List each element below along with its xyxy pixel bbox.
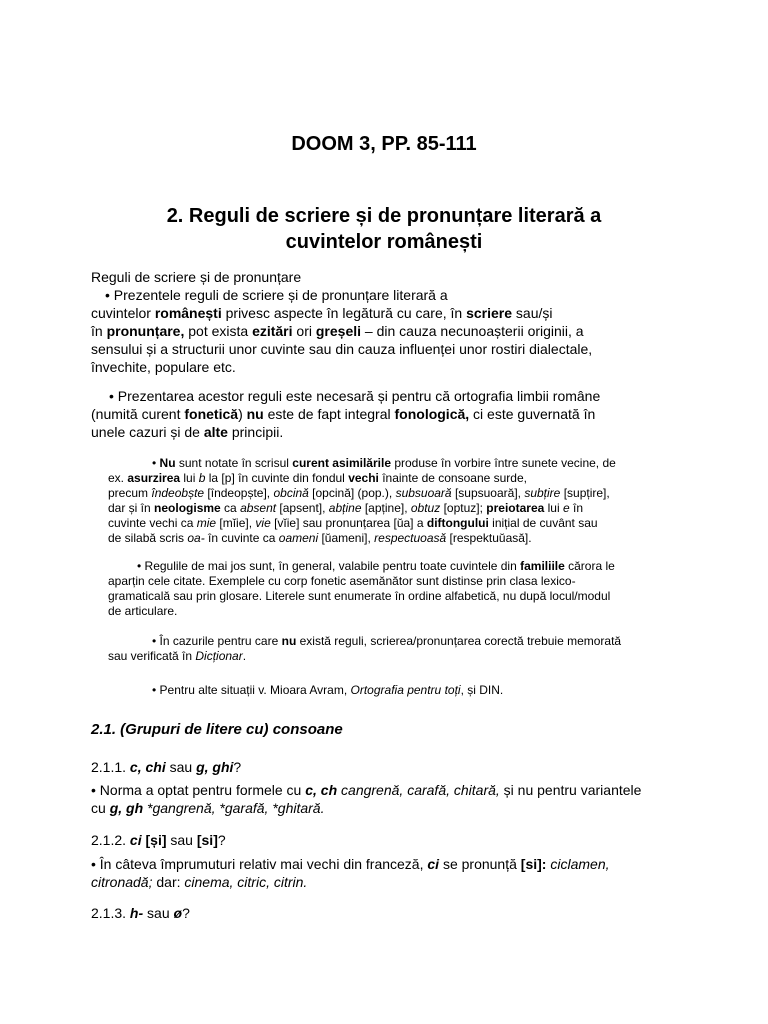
note-line [108,501,688,516]
text: ) [238,406,247,422]
section-title: 2.1. (Grupuri de litere cu) consoane [91,721,343,738]
paragraph-line [91,799,691,817]
bullet: • [105,287,110,303]
text: familiile [520,559,565,573]
subsection-heading [91,758,691,776]
paragraph-line [91,423,691,441]
text: [ŭameni], [318,531,375,545]
text: [și] [141,832,167,848]
paragraph-line: sensului și a structurii unor cuvinte sau din cauza influenței unor rostiri dialectale, [91,341,593,357]
text: cărora le [564,559,615,573]
text: la [p] în cuvinte din fondul [205,471,349,485]
text: principii. [227,424,284,440]
text: sau [143,905,174,921]
text: neologisme [154,501,221,515]
text: îndeobște [151,486,205,500]
note-line: gramaticală sau prin glosare. Literele sunt enumerate în ordine alfabetică, nu după locul/modul [108,589,611,603]
text: greșeli [315,323,362,339]
text: [apține], [361,501,411,515]
text: subțire [524,486,561,500]
text: • Regulile de mai jos sunt, în general, valabile pentru toate cuvintele din [137,559,521,573]
paragraph-line [91,405,691,423]
text: oa- [187,531,205,545]
text: fonetică [184,406,239,422]
text: [vĭie] sau pronunțarea [ŭa] a [270,516,427,530]
text: Prezentele reguli de scriere și de pronunțare literară a [113,287,448,303]
chapter-heading-line: cuvintelor românești [285,231,483,253]
text: cu [91,800,110,816]
paragraph-line [91,304,691,322]
text: [opcină] (pop.), [308,486,396,500]
text: [supsuoară], [451,486,525,500]
text: ø [173,905,183,921]
text: se pronunță [439,856,521,872]
text: [respektuŭasă]. [446,531,532,545]
text: [si] [196,832,218,848]
paragraph-line [91,855,691,873]
subsection-2-1-1-text [91,781,691,817]
text: ? [233,759,242,775]
text: • În câteva împrumuturi relativ mai vechi din franceză, [91,856,428,872]
text: [supțire], [560,486,610,500]
text: Dicționar [195,649,243,663]
text: produse în vorbire între sunete vecine, de [391,456,616,470]
text: românești [154,305,222,321]
note-line [64,456,688,471]
note-line: de articulare. [108,604,178,618]
text: în [91,323,107,339]
text: abține [328,501,362,515]
text: unele cazuri și de [91,424,204,440]
text: ci este guvernată în [469,406,596,422]
text: subsuoară [395,486,452,500]
text: e [562,501,570,515]
text: 2.1.1. [91,759,130,775]
paragraph-line: învechite, populare etc. [91,359,236,375]
text: . [242,649,247,663]
text: curent asimilările [292,456,391,470]
paragraph-line: • Prezentarea acestor reguli este necesară și pentru că ortografia limbii române [109,388,601,404]
text: • În cazurile pentru care [152,634,282,648]
note-line [108,634,688,649]
note-line [108,471,688,486]
intro-block [91,268,691,376]
text: ex. [108,471,128,485]
text: cuvintelor [91,305,155,321]
subsection-2-1-1 [91,758,691,776]
text: ci [427,856,440,872]
text: sau [165,759,197,775]
text: g, ghi [196,759,234,775]
text: nu [246,406,264,422]
text: , și DIN. [460,683,504,697]
intro-paragraph-2 [91,387,691,441]
text: sau verificată în [108,649,196,663]
text: există reguli, scrierea/pronunțarea corectă trebuie memorată [296,634,622,648]
text: • Pentru alte situații v. Mioara Avram, [152,683,351,697]
subsection-heading [91,904,691,922]
paragraph-line [91,781,691,799]
text: respectuoasă [374,531,447,545]
text: g, gh [109,800,144,816]
text: ca [220,501,241,515]
note-1 [108,456,688,546]
note-line [108,559,688,574]
note-line [108,683,688,698]
text: dar: [152,874,185,890]
text: alte [203,424,228,440]
text: scriere [466,305,513,321]
paragraph-line [91,322,691,340]
text: citronadă; [91,874,153,890]
note-4 [108,683,688,698]
text: • [152,456,160,470]
text: și nu pentru variantele [499,782,642,798]
text: Nu [159,456,176,470]
text: cuvinte vechi ca [108,516,197,530]
text: sau/și [512,305,553,321]
text: *gangrenă, *garafă, *ghitară. [147,800,325,816]
text: pot exista [184,323,253,339]
text: b [198,471,206,485]
text: vie [255,516,271,530]
note-line [108,516,688,531]
text: (numită curent [91,406,185,422]
text: c, chi [129,759,166,775]
note-2 [108,559,688,619]
subsection-2-1-3 [91,904,691,922]
text: 2.1.3. [91,905,130,921]
text: pronunțare, [106,323,185,339]
text: lui [180,471,199,485]
text: sau [166,832,197,848]
text: ezitări [252,323,293,339]
text: [apsent], [276,501,329,515]
text: cangrenă, carafă, chitară, [341,782,500,798]
text: de silabă scris [108,531,188,545]
text: [optuz]; [440,501,487,515]
text: ori [292,323,316,339]
note-line [108,486,688,501]
text: asurzirea [127,471,181,485]
paragraph-line [91,873,691,891]
text: mie [196,516,217,530]
subsection-2-1-2-text [91,855,691,891]
text: absent [240,501,277,515]
text: cinema, citric, citrin. [184,874,308,890]
text: privesc aspecte în legătură cu care, în [221,305,467,321]
text: în cuvinte ca [204,531,279,545]
text: ? [182,905,190,921]
text: nu [281,634,297,648]
text: ? [217,832,226,848]
note-line [108,531,688,546]
text: vechi [348,471,379,485]
text: [si]: [520,856,547,872]
text: obcină [273,486,309,500]
text: – din cauza necunoașterii originii, a [361,323,584,339]
text: inițial de cuvânt sau [488,516,598,530]
paragraph-line [91,286,691,304]
text: înainte de consoane surde, [378,471,527,485]
subsection-heading [91,831,691,849]
text: sunt notate în scrisul [175,456,293,470]
note-line [108,649,688,664]
text: lui [544,501,563,515]
text: dar și în [108,501,155,515]
note-3 [108,634,688,664]
text: ci [129,832,142,848]
text: diftongului [426,516,489,530]
text: în [569,501,584,515]
text: este de fapt integral [263,406,395,422]
text: oameni [278,531,319,545]
text: • Norma a optat pentru formele cu [91,782,306,798]
chapter-heading [0,203,768,255]
text: [mĭie], [216,516,256,530]
text: Ortografia pentru toți [350,683,461,697]
chapter-heading-line: 2. Reguli de scriere și de pronunțare literară a [166,205,602,227]
text: precum [108,486,152,500]
text: 2.1.2. [91,832,130,848]
text: [îndeopște], [204,486,274,500]
subsection-2-1-2 [91,831,691,849]
intro-subtitle: Reguli de scriere și de pronunțare [91,269,302,285]
text: h- [129,905,144,921]
text: preiotarea [486,501,545,515]
note-line: aparțin cele citate. Exemplele cu corp fonetic asemănător sunt distinse prin clasa lexico- [108,574,576,588]
text: obtuz [410,501,441,515]
page-title: DOOM 3, PP. 85-111 [291,133,477,155]
text: c, ch [305,782,338,798]
text: fonologică, [394,406,470,422]
text: ciclamen, [550,856,610,872]
